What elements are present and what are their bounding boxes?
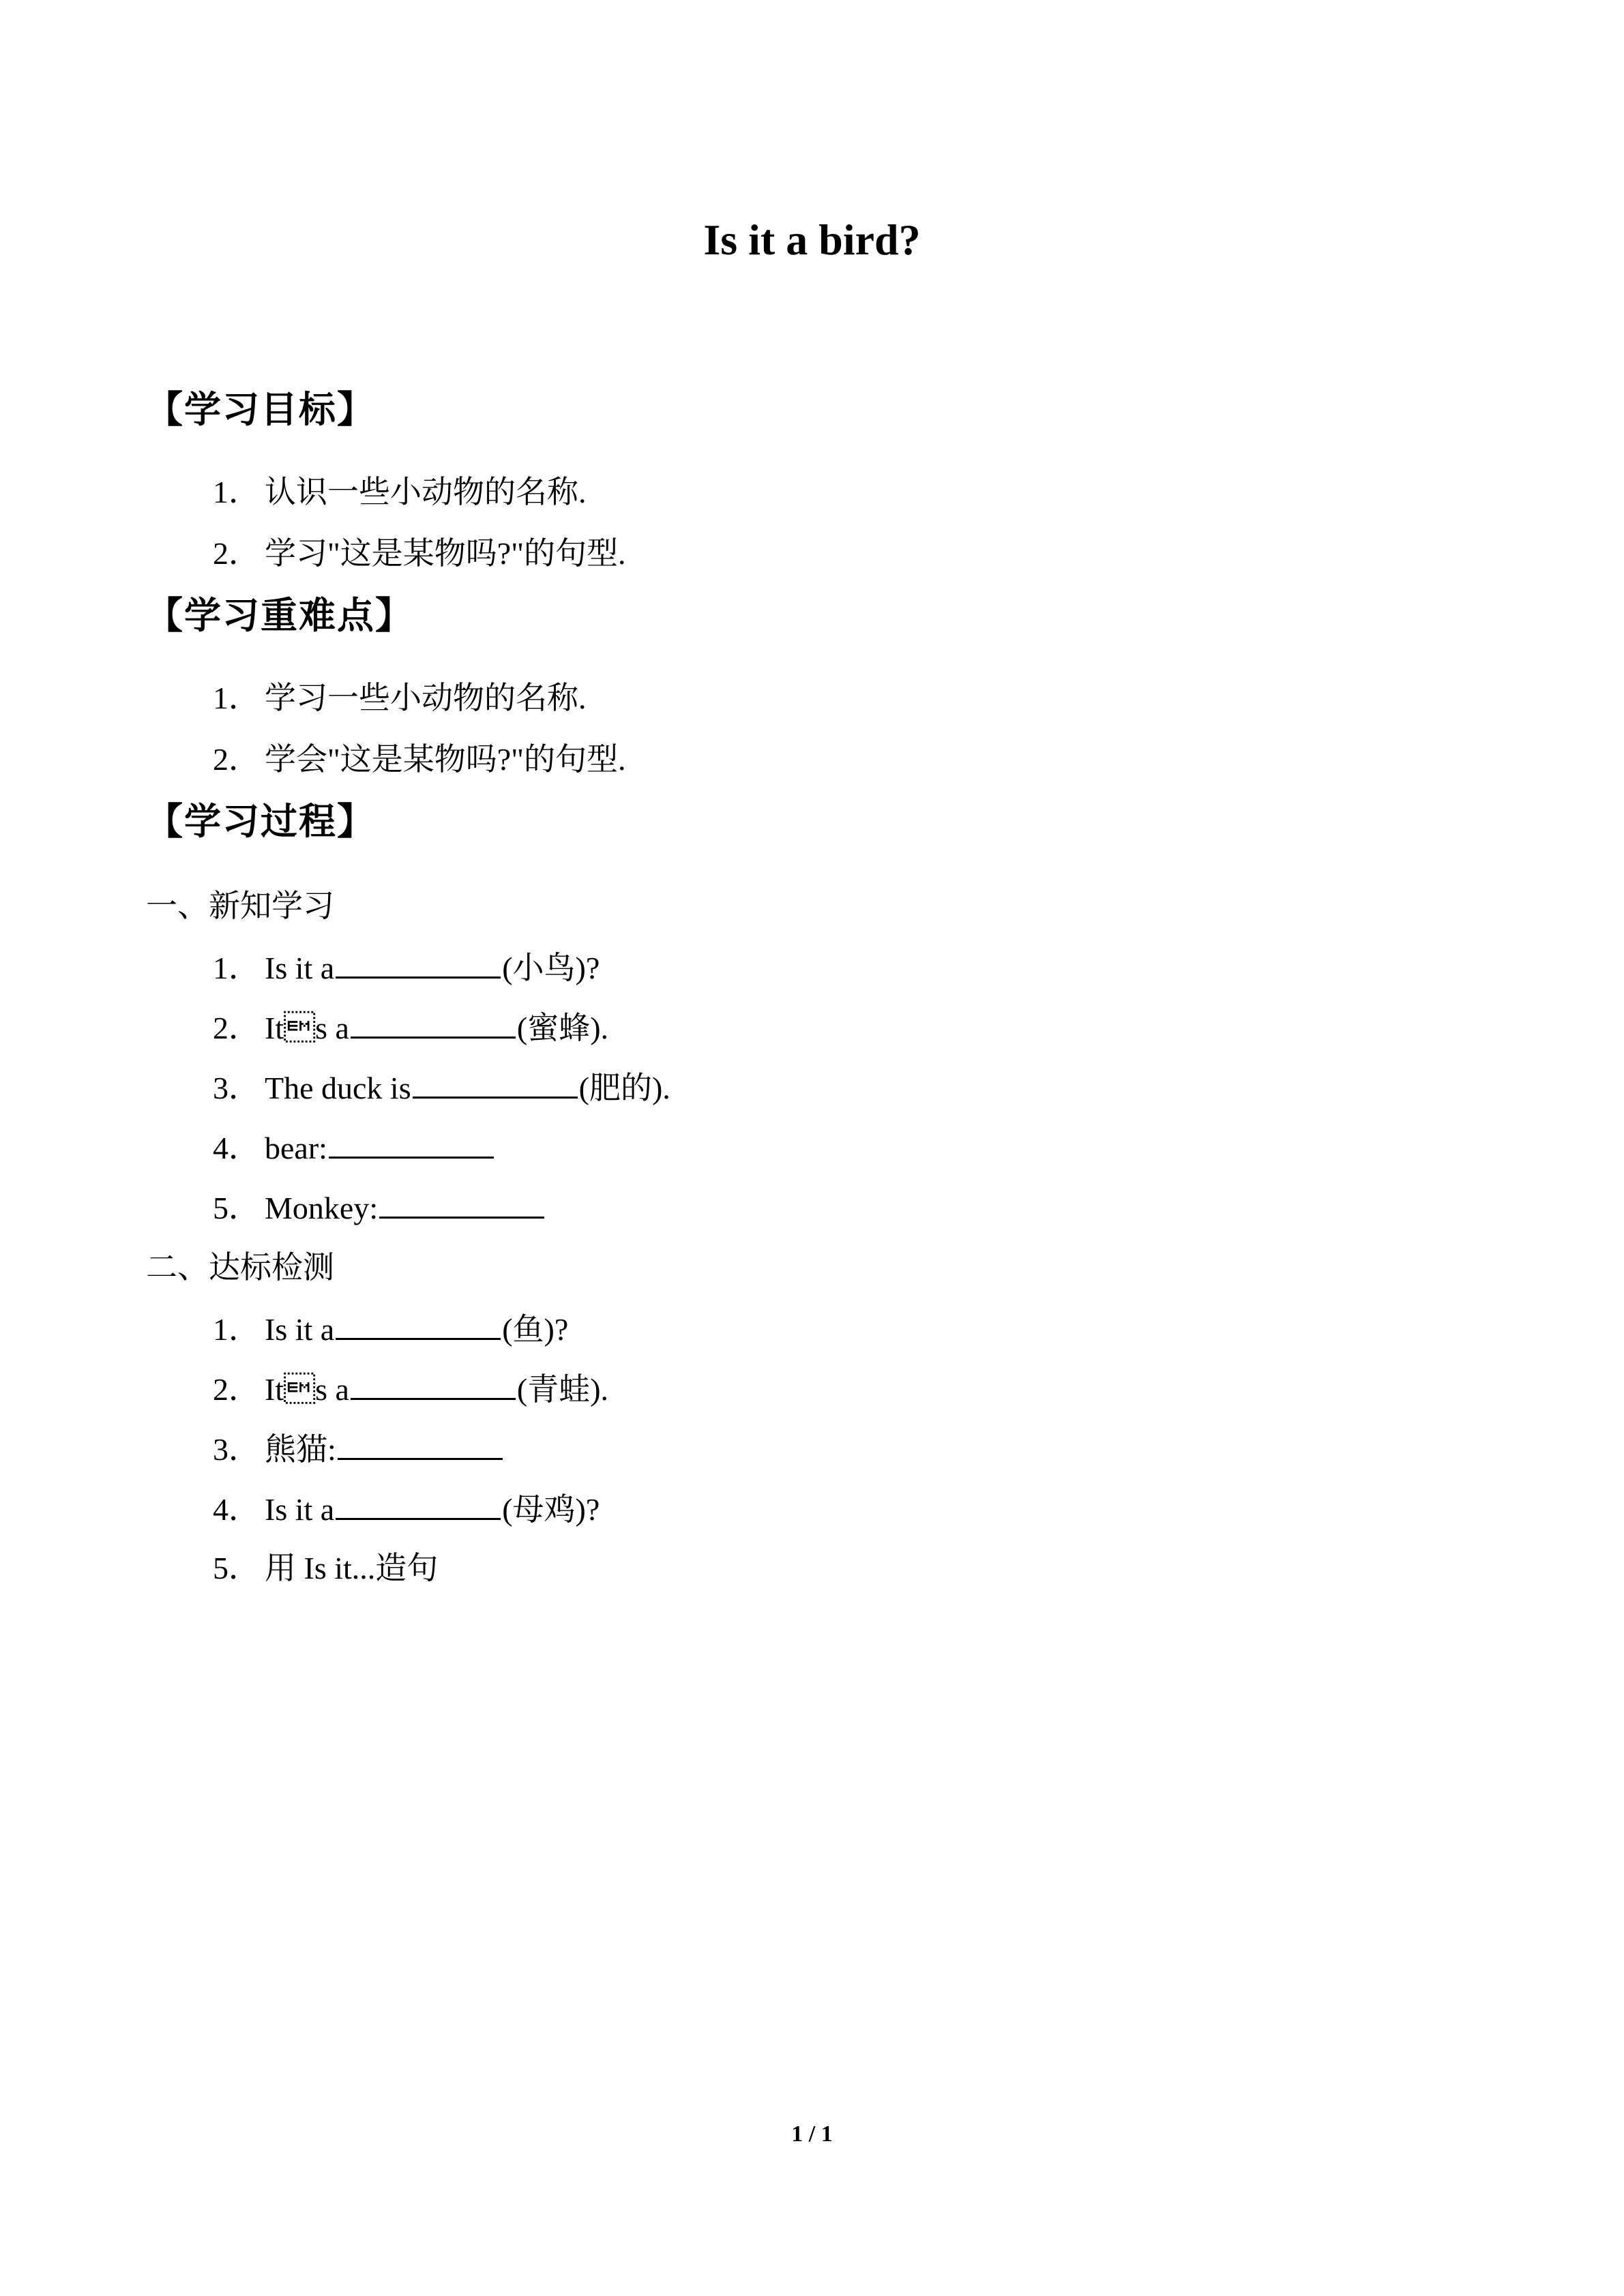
item-hint: (母鸡)?: [502, 1492, 600, 1527]
item-hint: (蜜蜂).: [516, 1011, 609, 1045]
item-prefix: Its a: [265, 1011, 349, 1045]
exercise-item: [213, 1428, 504, 1470]
page-number: 1 / 1: [791, 2121, 833, 2147]
exercise-item: [213, 1127, 495, 1169]
exercise-item: [213, 1548, 438, 1589]
exercise-item: [213, 1067, 670, 1109]
item-prefix: The duck is: [265, 1071, 411, 1105]
objectives-heading: 【学习目标】: [146, 388, 375, 431]
item-text: 认识一些小动物的名称.: [265, 475, 587, 509]
answer-blank[interactable]: [336, 1488, 501, 1520]
item-number: 1．: [213, 1312, 260, 1347]
new-knowledge-heading: 一、新知学习: [146, 887, 334, 924]
item-text: 学习一些小动物的名称.: [265, 681, 587, 715]
item-number: 3．: [213, 1432, 260, 1467]
item-prefix: Its a: [265, 1372, 349, 1407]
item-prefix: Is it a: [265, 1312, 335, 1347]
exercise-item: [213, 946, 600, 989]
item-hint: (青蛙).: [516, 1372, 609, 1407]
item-number: 1．: [213, 681, 260, 715]
key-point-item: [213, 678, 587, 719]
process-heading: 【学习过程】: [146, 800, 375, 843]
exercise-item: [213, 1308, 568, 1350]
item-text: 用 Is it...造句: [265, 1551, 439, 1585]
item-prefix: Monkey:: [265, 1191, 379, 1225]
item-text: 学习"这是某物吗?"的句型.: [265, 536, 626, 571]
answer-blank[interactable]: [329, 1127, 494, 1159]
item-prefix: bear:: [265, 1131, 327, 1165]
key-points-heading: 【学习重难点】: [146, 594, 413, 637]
item-hint: (鱼)?: [502, 1312, 569, 1347]
item-number: 1．: [213, 475, 260, 509]
item-text: 学会"这是某物吗?"的句型.: [265, 742, 626, 777]
item-number: 2．: [213, 1372, 260, 1407]
item-number: 2．: [213, 536, 260, 571]
document-title: Is it a bird?: [703, 215, 921, 264]
item-number: 5．: [213, 1551, 260, 1585]
answer-blank[interactable]: [351, 1007, 516, 1039]
answer-blank[interactable]: [413, 1067, 578, 1099]
item-prefix: Is it a: [265, 951, 335, 985]
item-prefix: 熊猫:: [265, 1432, 336, 1467]
item-number: 2．: [213, 742, 260, 777]
item-hint: (小鸟)?: [502, 951, 600, 985]
item-prefix: Is it a: [265, 1492, 335, 1527]
item-number: 3．: [213, 1071, 260, 1105]
answer-blank[interactable]: [338, 1428, 503, 1460]
key-point-item: [213, 739, 625, 780]
objective-item: [213, 533, 625, 574]
exercise-item: [213, 1007, 608, 1049]
item-number: 4．: [213, 1492, 260, 1527]
answer-blank[interactable]: [336, 1308, 501, 1340]
item-number: 2．: [213, 1011, 260, 1045]
item-number: 1．: [213, 951, 260, 985]
answer-blank[interactable]: [336, 946, 501, 979]
answer-blank[interactable]: [379, 1187, 544, 1219]
answer-blank[interactable]: [351, 1368, 516, 1400]
exercise-item: [213, 1368, 608, 1410]
assessment-heading: 二、达标检测: [146, 1249, 334, 1285]
exercise-item: [213, 1488, 600, 1530]
item-number: 4．: [213, 1131, 260, 1165]
item-number: 5．: [213, 1191, 260, 1225]
item-hint: (肥的).: [578, 1071, 670, 1105]
exercise-item: [213, 1187, 546, 1229]
objective-item: [213, 472, 587, 513]
